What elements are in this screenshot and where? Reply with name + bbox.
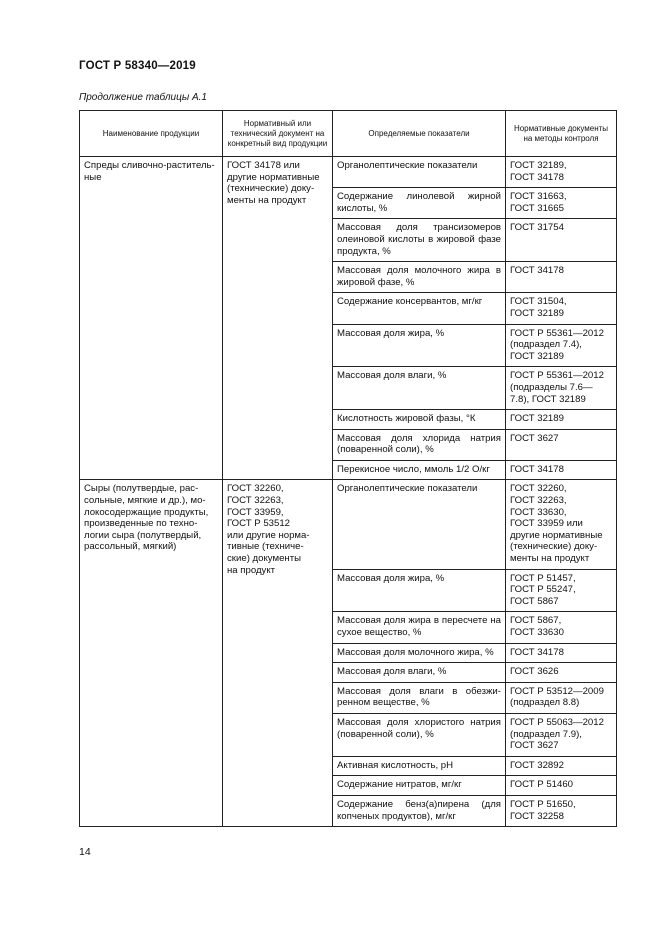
product-name-cell: Сыры (полутвердые, рас- сольные, мягкие и др.), мо- локосодержащие продукты, произведенные по техно- логии сыра (полутвердый, рассольный, мягкий)	[80, 480, 223, 827]
method-doc-cell: ГОСТ 31754	[506, 219, 617, 262]
indicator-cell: Массовая доля влаги в обезжиренном веществе, %	[333, 682, 506, 713]
indicator-cell: Активная кислотность, pH	[333, 756, 506, 776]
indicator-cell: Массовая доля жира, %	[333, 324, 506, 367]
method-doc-cell: ГОСТ 31504, ГОСТ 32189	[506, 293, 617, 324]
header-product: Наименование продукции	[80, 111, 223, 157]
method-doc-cell: ГОСТ Р 51457, ГОСТ Р 55247, ГОСТ 5867	[506, 569, 617, 612]
method-doc-cell: ГОСТ Р 51650, ГОСТ 32258	[506, 795, 617, 826]
method-doc-cell: ГОСТ 32892	[506, 756, 617, 776]
indicator-cell: Перекисное число, ммоль 1/2 О/кг	[333, 460, 506, 480]
indicator-cell: Содержание нитратов, мг/кг	[333, 776, 506, 796]
header-normative-doc: Нормативный или технический документ на конкретный вид продукции	[223, 111, 333, 157]
method-doc-cell: ГОСТ 34178	[506, 643, 617, 663]
indicator-cell: Содержание консервантов, мг/кг	[333, 293, 506, 324]
table-row	[80, 480, 617, 569]
standard-designation: ГОСТ Р 58340—2019	[79, 60, 196, 72]
method-doc-cell: ГОСТ 5867, ГОСТ 33630	[506, 612, 617, 643]
method-doc-cell: ГОСТ 34178	[506, 262, 617, 293]
method-doc-cell: ГОСТ 31663, ГОСТ 31665	[506, 188, 617, 219]
method-doc-cell: ГОСТ 32260, ГОСТ 32263, ГОСТ 33630, ГОСТ 33959 или другие нормативные (технические) доку- менты на продукт	[506, 480, 617, 569]
header-indicators: Определяемые показатели	[333, 111, 506, 157]
method-doc-cell: ГОСТ Р 51460	[506, 776, 617, 796]
method-doc-cell: ГОСТ 3627	[506, 429, 617, 460]
page-number: 14	[79, 846, 91, 858]
method-doc-cell: ГОСТ 34178	[506, 460, 617, 480]
indicator-cell: Массовая доля молочного жира, %	[333, 643, 506, 663]
method-doc-cell: ГОСТ Р 55361—2012 (подразделы 7.6— 7.8), ГОСТ 32189	[506, 367, 617, 410]
method-doc-cell: ГОСТ 3626	[506, 663, 617, 683]
indicator-cell: Массовая доля хлорида натрия (поваренной соли), %	[333, 429, 506, 460]
table-row	[80, 157, 617, 188]
normative-doc-cell: ГОСТ 32260, ГОСТ 32263, ГОСТ 33959, ГОСТ Р 53512 или другие норма- тивные (техниче- ские) документы на продукт	[223, 480, 333, 827]
indicator-cell: Массовая доля жира, %	[333, 569, 506, 612]
normative-doc-cell: ГОСТ 34178 или другие нормативные (технические) доку- менты на продукт	[223, 157, 333, 480]
indicator-cell: Массовая доля трансизомеров олеиновой кислоты в жировой фазе продукта, %	[333, 219, 506, 262]
method-doc-cell: ГОСТ Р 55361—2012 (подраздел 7.4), ГОСТ 32189	[506, 324, 617, 367]
standards-table	[79, 110, 617, 827]
method-doc-cell: ГОСТ Р 53512—2009 (подраздел 8.8)	[506, 682, 617, 713]
indicator-cell: Массовая доля жира в пересчете на сухое вещество, %	[333, 612, 506, 643]
header-control-methods: Нормативные документы на методы контроля	[506, 111, 617, 157]
indicator-cell: Массовая доля молочного жира в жировой фазе, %	[333, 262, 506, 293]
indicator-cell: Массовая доля влаги, %	[333, 367, 506, 410]
indicator-cell: Органолептические показатели	[333, 157, 506, 188]
method-doc-cell: ГОСТ 32189, ГОСТ 34178	[506, 157, 617, 188]
indicator-cell: Содержание линолевой жирной кислоты, %	[333, 188, 506, 219]
indicator-cell: Массовая доля влаги, %	[333, 663, 506, 683]
table-caption: Продолжение таблицы А.1	[79, 92, 207, 103]
product-name-cell: Спреды сливочно-раститель- ные	[80, 157, 223, 480]
indicator-cell: Кислотность жировой фазы, °К	[333, 410, 506, 430]
table-header-row	[80, 111, 617, 157]
indicator-cell: Органолептические показатели	[333, 480, 506, 569]
indicator-cell: Содержание бенз(а)пирена (для копченых продуктов), мг/кг	[333, 795, 506, 826]
method-doc-cell: ГОСТ 32189	[506, 410, 617, 430]
indicator-cell: Массовая доля хлористого натрия (поваренной соли), %	[333, 713, 506, 756]
table-body	[80, 157, 617, 827]
method-doc-cell: ГОСТ Р 55063—2012 (подраздел 7.9), ГОСТ 3627	[506, 713, 617, 756]
